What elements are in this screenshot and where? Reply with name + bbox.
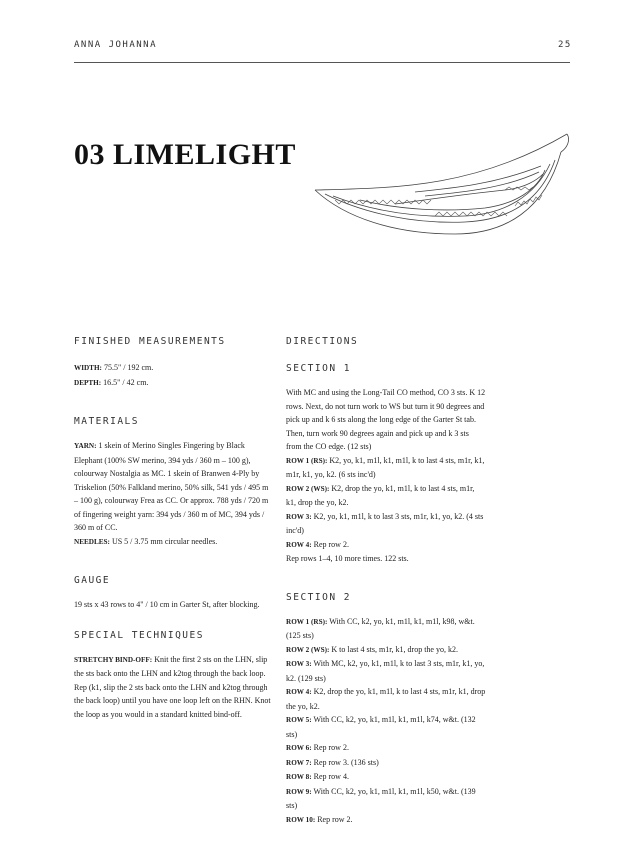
row-label: ROW 4: <box>286 540 312 549</box>
gauge-heading: GAUGE <box>74 575 111 586</box>
row-text: With MC, k2, yo, k1, m1l, k to last 3 sts, m1r, k1, yo, k2. (129 sts) <box>286 659 485 683</box>
row-label: ROW 2 (WS): <box>286 645 330 654</box>
row-text: K to last 4 sts, m1r, k1, drop the yo, k2. <box>331 644 458 654</box>
row-label: ROW 7: <box>286 758 312 767</box>
section2-row <box>286 785 486 813</box>
row-label: ROW 3: <box>286 512 312 521</box>
section2-row <box>286 685 486 713</box>
finished-measurements-heading: FINISHED MEASUREMENTS <box>74 336 226 347</box>
section1-row <box>286 482 486 510</box>
yarn-text: 1 skein of Merino Singles Fingering by Black Elephant (100% SW merino, 394 yds / 360 m – 100 g), colourway Nostalgia as MC. 1 skein of Branwen 4-Ply by Triskelion (50% Falkland merino, 50% silk, 541 yds / 495 m – 100 g), colourway Frea as CC. Or approx. 788 yds / 720 m of fingering weight yarn: 394 yds / 360 m of MC, 394 yds / 360 m of CC. <box>74 441 269 532</box>
pattern-title: 03 LIMELIGHT <box>74 138 296 171</box>
row-label: ROW 2 (WS): <box>286 484 330 493</box>
row-text: K2, yo, k1, m1l, k to last 3 sts, m1r, k1, yo, k2. (4 sts inc'd) <box>286 511 484 535</box>
section2-row <box>286 643 486 658</box>
row-label: ROW 8: <box>286 773 312 781</box>
row-text: Rep row 3. (136 sts) <box>313 757 379 767</box>
row-text: With CC, k2, yo, k1, m1l, k1, m1l, k50, w&t. (139 sts) <box>286 786 476 810</box>
measurement-width <box>74 361 274 376</box>
row-label: ROW 4: <box>286 688 312 696</box>
yarn-label: YARN: <box>74 442 97 450</box>
directions-heading: DIRECTIONS <box>286 336 359 347</box>
section2-row <box>286 713 486 741</box>
section1-rows <box>286 454 486 566</box>
row-label: ROW 3: <box>286 660 312 668</box>
materials-heading: MATERIALS <box>74 416 139 427</box>
row-label: ROW 10: <box>286 815 316 824</box>
row-text: K2, yo, k1, m1l, k1, m1l, k to last 4 sts, m1r, k1, m1r, k1, yo, k2. (6 sts inc'd) <box>286 455 485 479</box>
section2-row <box>286 615 486 643</box>
section1-heading: SECTION 1 <box>286 363 351 374</box>
stretchy-bind-off <box>74 653 274 722</box>
section2-row <box>286 813 486 828</box>
section2-heading: SECTION 2 <box>286 591 351 603</box>
page-number: 25 <box>558 40 572 50</box>
left-column <box>74 336 274 721</box>
measurement-label: DEPTH: <box>74 378 102 387</box>
right-column <box>286 336 486 827</box>
row-text: Rep row 2. <box>313 539 349 549</box>
row-text: Rep row 4. <box>313 772 349 781</box>
finished-measurements-list <box>74 361 274 390</box>
row-text: Rep row 2. <box>317 814 353 824</box>
section1-repeat: Rep rows 1–4, 10 more times. 122 sts. <box>286 554 409 563</box>
section1-row <box>286 510 486 538</box>
header-author: ANNA JOHANNA <box>74 40 158 50</box>
special-techniques-heading: SPECIAL TECHNIQUES <box>74 629 204 641</box>
row-label: ROW 9: <box>286 787 312 796</box>
row-label: ROW 1 (RS): <box>286 456 328 465</box>
technique-label: STRETCHY BIND-OFF: <box>74 655 153 664</box>
section2-rows <box>286 615 486 828</box>
section2-row <box>286 770 486 785</box>
measurement-value: 75.5" / 192 cm. <box>103 363 154 372</box>
measurement-label: WIDTH: <box>74 364 102 372</box>
row-label: ROW 1 (RS): <box>286 617 328 626</box>
section2-row <box>286 756 486 771</box>
section1-intro: With MC and using the Long-Tail CO method, CO 3 sts. K 12 rows. Next, do not turn work to WS but turn it 90 degrees and pick up and k 6 sts along the long edge of the Garter St tab. Then, turn work 90 degrees again and pick up and k 3 sts from the CO edge. (12 sts) <box>286 388 486 451</box>
section1-row <box>286 454 486 482</box>
materials-yarn <box>74 439 274 549</box>
gauge-text: 19 sts x 43 rows to 4" / 10 cm in Garter St, after blocking. <box>74 600 260 609</box>
row-text: K2, drop the yo, k1, m1l, k to last 4 sts, m1r, k1, drop the yo, k2. <box>286 687 486 711</box>
section2-row <box>286 741 486 756</box>
technique-text: Knit the first 2 sts on the LHN, slip the sts back onto the LHN and k2tog through the back loop. Rep (k1, slip the 2 sts back onto the LHN and k2tog through the back loop) until you have one loop left on the RHN. Knot the loop as you would in a standard knitted bind-off. <box>74 654 271 719</box>
shawl-crescent-illustration <box>305 130 575 250</box>
row-text: Rep row 2. <box>313 743 349 752</box>
measurement-depth <box>74 376 274 391</box>
row-label: ROW 5: <box>286 716 312 724</box>
needles-label: NEEDLES: <box>74 537 110 546</box>
row-text: With CC, k2, yo, k1, m1l, k1, m1l, k98, w&t. (125 sts) <box>286 616 475 640</box>
section1-row <box>286 538 486 553</box>
row-text: K2, drop the yo, k1, m1l, k to last 4 sts, m1r, k1, drop the yo, k2. <box>286 483 475 507</box>
section2-row <box>286 657 486 685</box>
header-divider <box>74 62 570 63</box>
row-label: ROW 6: <box>286 744 312 752</box>
row-text: With CC, k2, yo, k1, m1l, k1, m1l, k74, w&t. (132 sts) <box>286 715 476 739</box>
measurement-value: 16.5" / 42 cm. <box>103 377 149 387</box>
needles-text: US 5 / 3.75 mm circular needles. <box>111 536 218 546</box>
